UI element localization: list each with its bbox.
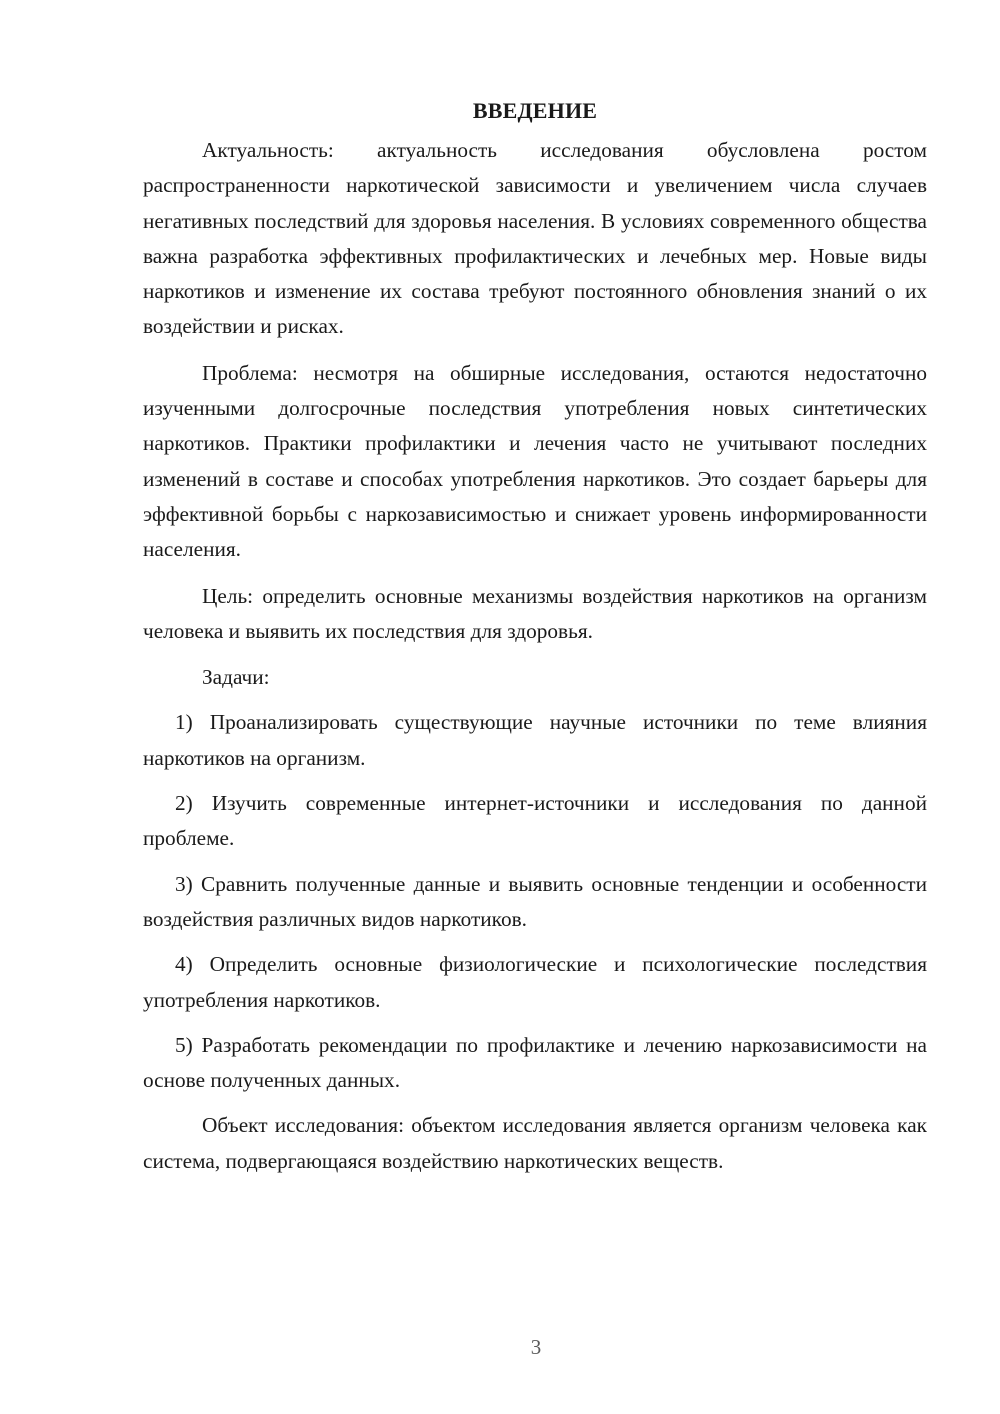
problem-paragraph: Проблема: несмотря на обширные исследования, остаются недостаточно изученными долгосрочные последствия употребления новых синтетических наркотиков. Практики профилактики и лечения часто не учитывают последних изменений в составе и способах употребления наркотиков. Это создает барьеры для эффективной борьбы с наркозависимостью и снижает уровень информированности населения.	[143, 360, 927, 562]
task-item: 3) Сравнить полученные данные и выявить основные тенденции и особенности воздействия различных видов наркотиков.	[143, 871, 927, 931]
page-content	[143, 94, 927, 1190]
section-heading: ВВЕДЕНИЕ	[472, 98, 598, 123]
page-number: 3	[530, 1335, 542, 1359]
tasks-list	[143, 705, 927, 1098]
goal-paragraph: Цель: определить основные механизмы воздействия наркотиков на организм человека и выявить их последствия для здоровья.	[143, 583, 927, 643]
relevance-paragraph: Актуальность: актуальность исследования обусловлена ростом распространенности наркотической зависимости и увеличением числа случаев негативных последствий для здоровья населения. В условиях современного общества важна разработка эффективных профилактических и лечебных мер. Новые виды наркотиков и изменение их состава требуют постоянного обновления знаний о их воздействии и рисках.	[143, 138, 927, 339]
object-paragraph: Объект исследования: объектом исследования является организм человека как система, подвергающаяся воздействию наркотических веществ.	[143, 1113, 927, 1173]
task-item: 5) Разработать рекомендации по профилактике и лечению наркозависимости на основе полученных данных.	[143, 1032, 927, 1093]
task-item: 1) Проанализировать существующие научные источники по теме влияния наркотиков на организм.	[143, 710, 927, 770]
tasks-label: Задачи:	[202, 665, 270, 690]
task-item: 4) Определить основные физиологические и психологические последствия употребления наркотиков.	[143, 952, 927, 1012]
task-item: 2) Изучить современные интернет-источники и исследования по данной проблеме.	[143, 791, 927, 851]
